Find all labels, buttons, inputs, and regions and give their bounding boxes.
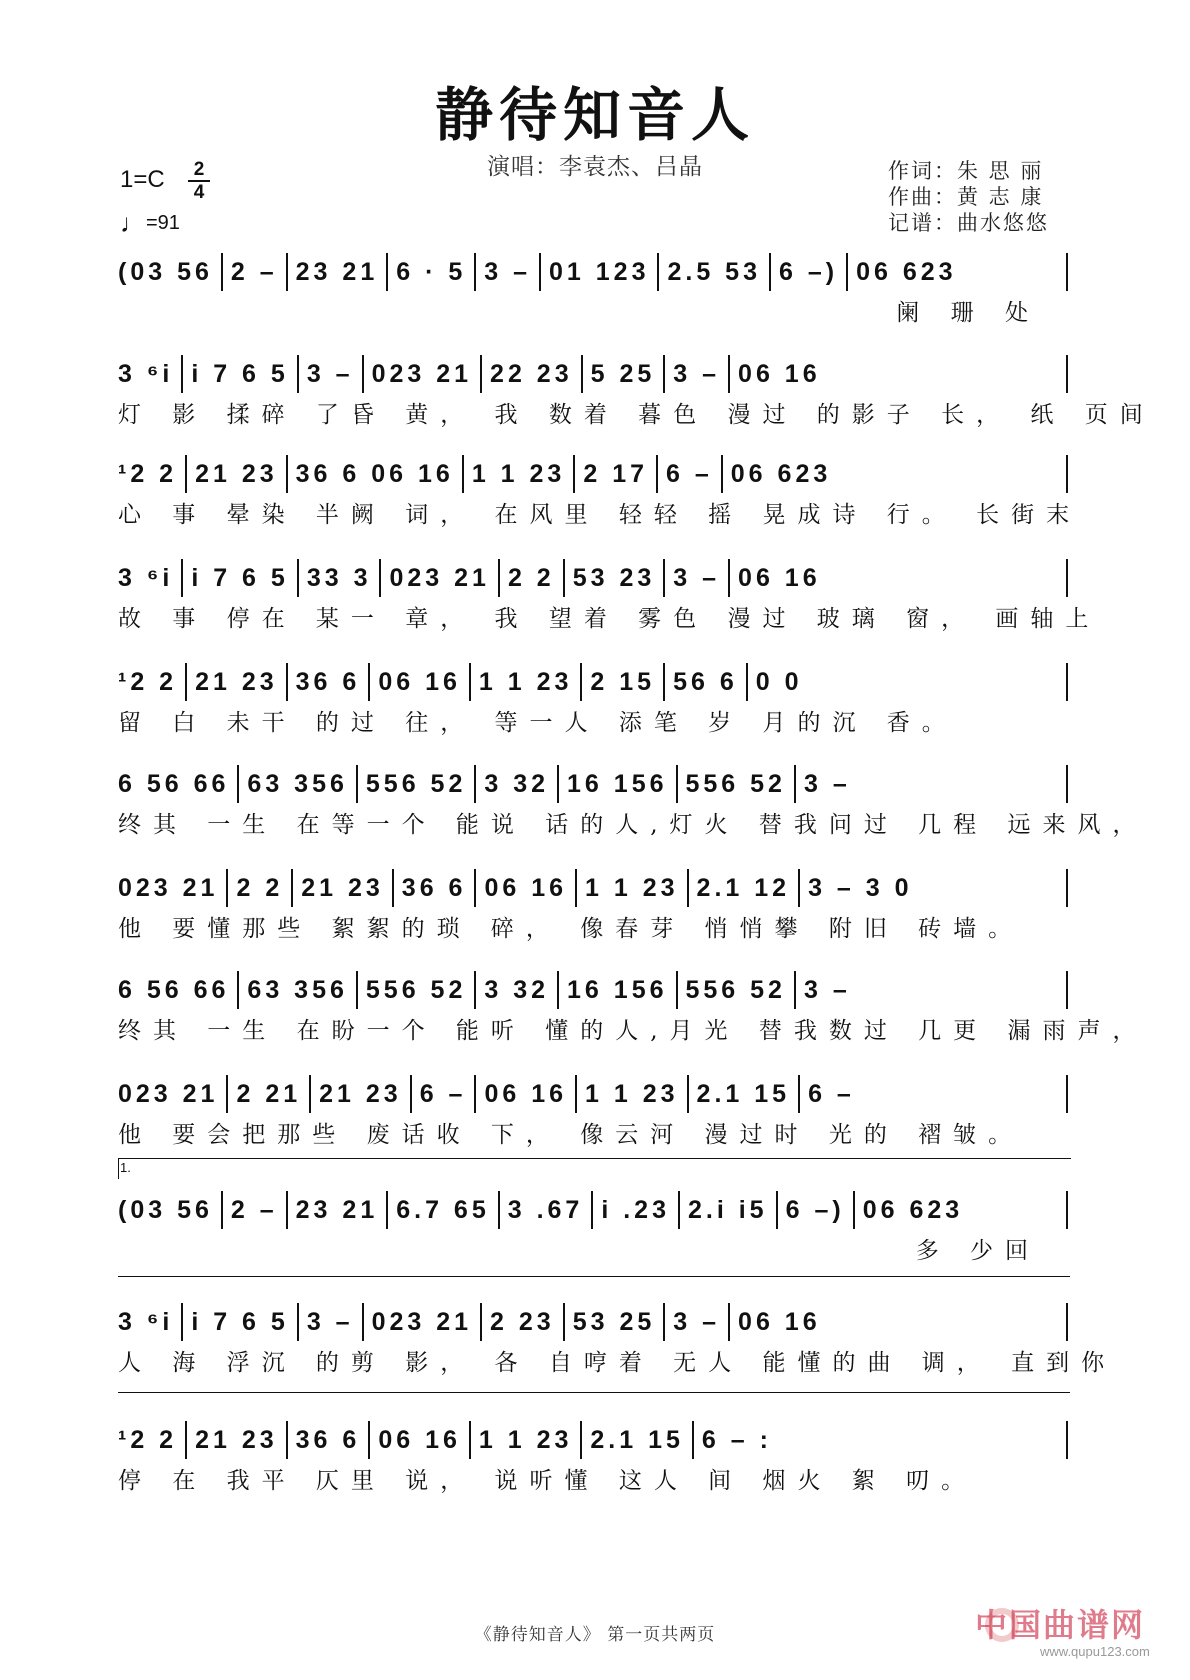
measure: 06 623 (862, 1195, 964, 1224)
measure: 2 2 (507, 563, 555, 592)
measure: i .23 (601, 1195, 670, 1224)
score-line (118, 250, 1068, 326)
bar-line (291, 869, 293, 907)
bar-line (474, 1075, 476, 1113)
site-watermark-url: www.qupu123.com (1040, 1644, 1150, 1659)
score-line (118, 968, 1148, 1044)
measure: 22 23 (490, 359, 573, 388)
bar-line (356, 765, 358, 803)
bar-line (362, 355, 364, 393)
end-bar-line (1066, 765, 1068, 803)
bar-line (563, 559, 565, 597)
measure: 2.i i5 (688, 1195, 768, 1224)
bar-line (410, 1075, 412, 1113)
notation-row (118, 866, 1068, 910)
bar-line (676, 765, 678, 803)
bar-line (769, 253, 771, 291)
bar-line (776, 1191, 778, 1229)
time-signature (188, 160, 210, 202)
volta-label: 1. (120, 1160, 131, 1175)
notation-row (118, 250, 1068, 294)
measure: 2 21 (236, 1079, 302, 1108)
measure: 3 – (803, 975, 851, 1004)
lyrics-row: 留 白 未干 的过 往， 等一人 添笔 岁 月的沉 香。 (118, 709, 957, 736)
bar-line (480, 355, 482, 393)
measure: 63 356 (247, 975, 348, 1004)
bar-line (185, 455, 187, 493)
measure: i 7 6 5 (191, 359, 289, 388)
notation-row (118, 762, 1068, 806)
notation-row (118, 1418, 1068, 1462)
bar-line (591, 1191, 593, 1229)
measure: 2 – (230, 257, 278, 286)
score-line (118, 866, 1068, 942)
bar-line (474, 765, 476, 803)
bar-line (286, 663, 288, 701)
measure: 556 52 (685, 975, 786, 1004)
bar-line (221, 253, 223, 291)
notation-row (118, 1188, 1068, 1232)
lyrics-row: 他 要懂那些 絮絮的琐 碎， 像春芽 悄悄攀 附旧 砖墙。 (118, 915, 1024, 942)
tempo-value: =91 (146, 212, 180, 234)
measure: 0 0 (755, 667, 803, 696)
bar-line (728, 355, 730, 393)
measure: 21 23 (195, 1425, 278, 1454)
measure: 3 ⁶i (118, 359, 174, 388)
measure: 2.1 15 (696, 1079, 791, 1108)
measure: 5 25 (590, 359, 656, 388)
measure: ¹2 2 (118, 1425, 178, 1454)
staff-separator (118, 1276, 1070, 1277)
bar-line (185, 1421, 187, 1459)
bar-line (663, 663, 665, 701)
bar-line (286, 1421, 288, 1459)
bar-line (575, 1075, 577, 1113)
bar-line (798, 1075, 800, 1113)
measure: 023 21 (118, 1079, 219, 1108)
measure: 3 ⁶i (118, 1307, 174, 1336)
bar-line (286, 253, 288, 291)
bar-line (181, 355, 183, 393)
lyrics-row: 终其 一生 在等一个 能说 话的人,灯火 替我问过 几程 远来风， (118, 811, 1148, 838)
score-line (118, 1300, 1117, 1376)
bar-line (557, 765, 559, 803)
measure: (03 56 (118, 257, 213, 286)
measure: 2.1 12 (696, 873, 791, 902)
measure: 21 23 (195, 667, 278, 696)
time-signature-bottom: 4 (193, 182, 205, 203)
bar-line (286, 455, 288, 493)
bar-line (498, 1191, 500, 1229)
bar-line (181, 1303, 183, 1341)
bar-line (221, 1191, 223, 1229)
measure: 3 – (673, 563, 721, 592)
end-bar-line (1066, 1191, 1068, 1229)
measure: 56 6 (673, 667, 738, 696)
measure: 06 16 (738, 359, 821, 388)
end-bar-line (1066, 663, 1068, 701)
end-bar-line (1066, 253, 1068, 291)
bar-line (663, 559, 665, 597)
bar-line (728, 1303, 730, 1341)
end-bar-line (1066, 355, 1068, 393)
measure: 36 6 (401, 873, 467, 902)
measure: 6 56 66 (118, 975, 230, 1004)
bar-line (678, 1191, 680, 1229)
measure: 556 52 (365, 975, 467, 1004)
lyrics-row: 他 要会把那些 废话收 下， 像云河 漫过时 光的 褶皱。 (118, 1121, 1024, 1148)
measure: 3 – (306, 359, 354, 388)
bar-line (386, 253, 388, 291)
measure: 6 – (419, 1079, 467, 1108)
end-bar-line (1066, 869, 1068, 907)
score-line (118, 1418, 1068, 1494)
measure: 3 – (306, 1307, 354, 1336)
bar-line (309, 1075, 311, 1113)
lyrics-row: 终其 一生 在盼一个 能听 懂的人,月光 替我数过 几更 漏雨声， (118, 1017, 1148, 1044)
notation-row (118, 1300, 1068, 1344)
bar-line (853, 1191, 855, 1229)
bar-line (368, 1421, 370, 1459)
end-bar-line (1066, 971, 1068, 1009)
measure: i 7 6 5 (191, 1307, 289, 1336)
measure: 3 32 (484, 975, 550, 1004)
bar-line (657, 253, 659, 291)
tempo-marking (120, 208, 180, 239)
measure: 06 623 (730, 459, 832, 488)
measure: ¹2 2 (118, 459, 178, 488)
lyrics-row: 故 事 停在 某一 章， 我 望着 雾色 漫过 玻璃 窗， 画轴上 (118, 605, 1101, 632)
measure: 556 52 (365, 769, 467, 798)
measure: 3 – (673, 359, 721, 388)
measure: 6 56 66 (118, 769, 230, 798)
bar-line (687, 1075, 689, 1113)
measure: 2 2 (236, 873, 284, 902)
measure: 2 – (230, 1195, 278, 1224)
bar-line (663, 1303, 665, 1341)
measure: 023 21 (118, 873, 219, 902)
measure: 1 1 23 (585, 873, 679, 902)
measure: 556 52 (685, 769, 786, 798)
measure: 3 – (803, 769, 851, 798)
bar-line (480, 1303, 482, 1341)
measure: 3 – (484, 257, 532, 286)
measure: 53 25 (572, 1307, 656, 1336)
measure: 36 6 06 16 (295, 459, 454, 488)
staff-separator (118, 1392, 1070, 1393)
measure: 21 23 (301, 873, 384, 902)
bar-line (580, 1421, 582, 1459)
bar-line (692, 1421, 694, 1459)
measure: 2.5 53 (667, 257, 761, 286)
bar-line (356, 971, 358, 1009)
bar-line (656, 455, 658, 493)
credits (888, 158, 1049, 236)
score-line (118, 452, 1082, 528)
measure: 06 16 (484, 1079, 568, 1108)
bar-line (368, 663, 370, 701)
bar-line (580, 663, 582, 701)
measure: 1 1 23 (478, 1425, 573, 1454)
lyrics-row: 多 少回 (915, 1237, 1040, 1264)
bar-line (185, 663, 187, 701)
measure: i 7 6 5 (191, 563, 289, 592)
measure: 2 23 (490, 1307, 555, 1336)
composer-credit: 作曲：黄 志 康 (888, 185, 1044, 209)
bar-line (181, 559, 183, 597)
notation-row (118, 968, 1068, 1012)
measure: 23 21 (295, 257, 379, 286)
end-bar-line (1066, 1303, 1068, 1341)
score-line (118, 1188, 1068, 1264)
bar-line (728, 559, 730, 597)
notation-row (118, 352, 1068, 396)
measure: 6 –) (785, 1195, 845, 1224)
bar-line (297, 1303, 299, 1341)
measure: 3 – (673, 1307, 721, 1336)
measure: 36 6 (295, 1425, 361, 1454)
measure: 6 – (666, 459, 713, 488)
score-line (118, 762, 1148, 838)
measure: 63 356 (247, 769, 348, 798)
bar-line (392, 869, 394, 907)
bar-line (469, 663, 471, 701)
measure: 33 3 (306, 563, 372, 592)
measure: 023 21 (371, 1307, 473, 1336)
end-bar-line (1066, 559, 1068, 597)
measure: 1 1 23 (478, 667, 573, 696)
bar-line (575, 869, 577, 907)
bar-line (539, 253, 541, 291)
measure: 3 32 (484, 769, 550, 798)
measure: 1 1 23 (585, 1079, 679, 1108)
quarter-note-icon: ♩ (120, 208, 146, 238)
lyrics-row: 灯 影 揉碎 了昏 黄， 我 数着 暮色 漫过 的影子 长， 纸 页间 (118, 401, 1155, 428)
measure: 06 16 (378, 1425, 461, 1454)
time-signature-top: 2 (193, 159, 205, 180)
measure: 3 ⁶i (118, 563, 174, 592)
end-bar-line (1066, 1421, 1068, 1459)
measure: ¹2 2 (118, 667, 178, 696)
bar-line (474, 253, 476, 291)
bar-line (676, 971, 678, 1009)
measure: 53 23 (572, 563, 656, 592)
measure: 6 – (808, 1079, 855, 1108)
bar-line (386, 1191, 388, 1229)
site-watermark: 中国曲谱网 (975, 1606, 1146, 1644)
bar-line (721, 455, 723, 493)
transcriber-credit: 记谱：曲水悠悠 (888, 211, 1049, 235)
measure: 2.1 15 (590, 1425, 684, 1454)
measure: 06 16 (378, 667, 461, 696)
bar-line (474, 869, 476, 907)
bar-line (498, 559, 500, 597)
lyrics-row: 阑 珊 处 (896, 299, 1040, 326)
bar-line (798, 869, 800, 907)
bar-line (237, 765, 239, 803)
bar-line (846, 253, 848, 291)
measure: 16 156 (567, 975, 668, 1004)
bar-line (469, 1421, 471, 1459)
measure: 23 21 (295, 1195, 379, 1224)
song-title: 静待知音人 (434, 81, 755, 149)
score-line (118, 556, 1101, 632)
bar-line (237, 971, 239, 1009)
bar-line (687, 869, 689, 907)
notation-row (118, 1072, 1068, 1116)
measure: 06 16 (484, 873, 568, 902)
measure: 06 16 (738, 1307, 821, 1336)
lyrics-row: 停 在 我平 仄里 说， 说听懂 这人 间 烟火 絮 叨。 (118, 1467, 977, 1494)
measure: 3 – 3 0 (808, 873, 913, 902)
measure: 2 17 (583, 459, 649, 488)
bar-line (581, 355, 583, 393)
measure: 6 – : (701, 1425, 772, 1454)
bar-line (286, 1191, 288, 1229)
score-line (118, 1072, 1068, 1148)
measure: 6 –) (779, 257, 839, 286)
lyricist-credit: 作词：朱 思 丽 (888, 159, 1044, 183)
score-line (118, 660, 1068, 736)
bar-line (794, 765, 796, 803)
measure: 2 15 (590, 667, 656, 696)
measure: 023 21 (371, 359, 473, 388)
bar-line (462, 455, 464, 493)
measure: (03 56 (118, 1195, 213, 1224)
measure: 6.7 65 (396, 1195, 490, 1224)
page-footer: 《静待知音人》 第一页共两页 (474, 1625, 716, 1645)
bar-line (297, 559, 299, 597)
notation-row (118, 556, 1068, 600)
bar-line (226, 869, 228, 907)
bar-line (226, 1075, 228, 1113)
singer-credit: 演唱：李袁杰、吕晶 (487, 154, 703, 180)
bar-line (362, 1303, 364, 1341)
measure: 06 16 (738, 563, 821, 592)
bar-line (746, 663, 748, 701)
measure: 6 · 5 (396, 257, 467, 286)
bar-line (794, 971, 796, 1009)
measure: 01 123 (549, 257, 650, 286)
measure: 21 23 (319, 1079, 402, 1108)
bar-line (563, 1303, 565, 1341)
measure: 21 23 (195, 459, 278, 488)
key-signature: 1=C (120, 166, 165, 193)
bar-line (573, 455, 575, 493)
lyrics-row: 人 海 浮沉 的剪 影， 各 自哼着 无人 能懂的曲 调， 直到你 (118, 1349, 1117, 1376)
measure: 16 156 (567, 769, 668, 798)
measure: 06 623 (856, 257, 957, 286)
measure: 36 6 (295, 667, 361, 696)
bar-line (297, 355, 299, 393)
bar-line (557, 971, 559, 1009)
end-bar-line (1066, 455, 1068, 493)
bar-line (474, 971, 476, 1009)
notation-row (118, 660, 1068, 704)
bar-line (663, 355, 665, 393)
measure: 1 1 23 (471, 459, 566, 488)
end-bar-line (1066, 1075, 1068, 1113)
bar-line (379, 559, 381, 597)
measure: 3 .67 (507, 1195, 584, 1224)
lyrics-row: 心 事 晕染 半阙 词， 在风里 轻轻 摇 晃成诗 行。 长街末 (118, 501, 1082, 528)
notation-row (118, 452, 1068, 496)
score-line (118, 352, 1155, 428)
measure: 023 21 (389, 563, 490, 592)
volta-bracket (118, 1158, 1071, 1179)
